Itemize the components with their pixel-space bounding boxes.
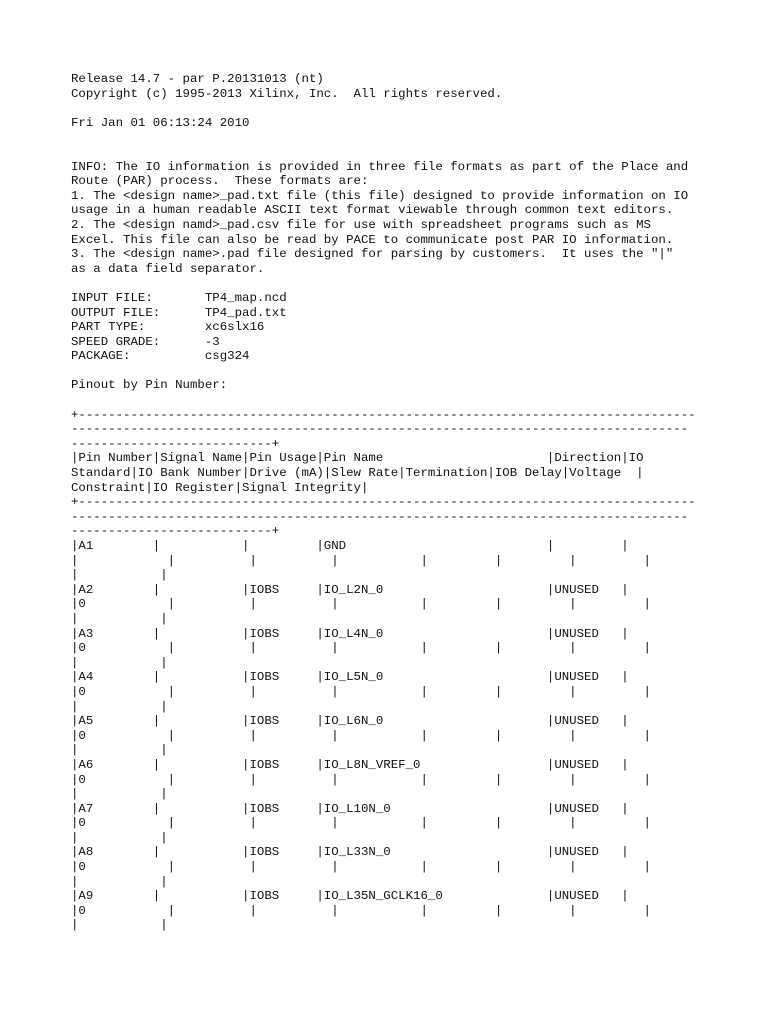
report-line: |Pin Number|Signal Name|Pin Usage|Pin Name |Direction|IO bbox=[71, 451, 644, 466]
report-line: |A5 | |IOBS |IO_L6N_0 |UNUSED | bbox=[71, 714, 629, 729]
report-line: |A1 | | |GND | | bbox=[71, 539, 629, 553]
report-line: 3. The <design name>.pad file designed for parsing by customers. It uses the "|" bbox=[71, 247, 674, 262]
report-line: INPUT FILE: TP4_map.ncd bbox=[71, 290, 287, 305]
report-line: ---------------------------+ bbox=[71, 436, 280, 451]
report-line bbox=[71, 276, 696, 291]
report-line: 2. The <design namd>_pad.csv file for use with spreadsheet programs such as MS bbox=[71, 217, 651, 232]
report-line: |A3 | |IOBS |IO_L4N_0 |UNUSED | bbox=[71, 626, 629, 641]
report-line: Fri Jan 01 06:13:24 2010 bbox=[71, 115, 250, 130]
report-line: |0 | | | | | | | bbox=[71, 728, 651, 743]
report-line: | | bbox=[71, 699, 168, 714]
report-line: |A2 | |IOBS |IO_L2N_0 |UNUSED | bbox=[71, 582, 629, 597]
report-line bbox=[71, 145, 696, 160]
report-line bbox=[71, 393, 696, 408]
report-line: ---------------------------+ bbox=[71, 524, 280, 539]
report-line: Copyright (c) 1995-2013 Xilinx, Inc. All rights reserved. bbox=[71, 86, 503, 101]
report-line: usage in a human readable ASCII text format viewable through common text editors. bbox=[71, 203, 674, 218]
report-line bbox=[71, 101, 696, 116]
report-line: PACKAGE: csg324 bbox=[71, 349, 250, 364]
report-line: OUTPUT FILE: TP4_pad.txt bbox=[71, 305, 287, 320]
pad-report-text bbox=[71, 72, 696, 933]
report-line: Route (PAR) process. These formats are: bbox=[71, 174, 369, 189]
report-line: |A6 | |IOBS |IO_L8N_VREF_0 |UNUSED | bbox=[71, 757, 629, 772]
report-line: | | bbox=[71, 568, 168, 583]
report-line: | | bbox=[71, 918, 168, 933]
report-line: | | bbox=[71, 743, 168, 758]
report-line: | | | | | | | | bbox=[71, 553, 651, 568]
report-line: |0 | | | | | | | bbox=[71, 816, 651, 831]
report-line: SPEED GRADE: -3 bbox=[71, 334, 220, 349]
report-line: PART TYPE: xc6slx16 bbox=[71, 320, 265, 335]
report-line: Standard|IO Bank Number|Drive (mA)|Slew Rate|Termination|IOB Delay|Voltage | bbox=[71, 466, 644, 481]
report-line: Constraint|IO Register|Signal Integrity| bbox=[71, 480, 369, 495]
report-line: | | bbox=[71, 655, 168, 670]
report-line: |0 | | | | | | | bbox=[71, 772, 651, 787]
report-line: | | bbox=[71, 830, 168, 845]
report-line: +----------------------------------------------------------------------------------- bbox=[71, 495, 696, 510]
report-line: | | bbox=[71, 611, 168, 626]
report-line: |A8 | |IOBS |IO_L33N_0 |UNUSED | bbox=[71, 845, 629, 860]
report-line: as a data field separator. bbox=[71, 261, 265, 276]
report-line: |0 | | | | | | | bbox=[71, 684, 651, 699]
report-line: |0 | | | | | | | bbox=[71, 860, 651, 875]
report-line: | | bbox=[71, 787, 168, 802]
report-line: Release 14.7 - par P.20131013 (nt) bbox=[71, 72, 324, 86]
report-line: Pinout by Pin Number: bbox=[71, 378, 228, 393]
report-line: ----------------------------------------------------------------------------------- bbox=[71, 509, 689, 524]
report-line: | | bbox=[71, 874, 168, 889]
report-line bbox=[71, 130, 696, 145]
report-line: ----------------------------------------------------------------------------------- bbox=[71, 422, 689, 437]
report-line: +----------------------------------------------------------------------------------- bbox=[71, 407, 696, 422]
report-line: |A7 | |IOBS |IO_L10N_0 |UNUSED | bbox=[71, 801, 629, 816]
report-line: |0 | | | | | | | bbox=[71, 597, 651, 612]
report-line: Excel. This file can also be read by PACE to communicate post PAR IO information. bbox=[71, 232, 674, 247]
report-line: INFO: The IO information is provided in three file formats as part of the Place and bbox=[71, 159, 689, 174]
report-line: |A9 | |IOBS |IO_L35N_GCLK16_0 |UNUSED | bbox=[71, 889, 629, 904]
report-line: |0 | | | | | | | bbox=[71, 903, 651, 918]
report-line: |0 | | | | | | | bbox=[71, 641, 651, 656]
report-line bbox=[71, 364, 696, 379]
report-line: 1. The <design name>_pad.txt file (this file) designed to provide information on IO bbox=[71, 188, 689, 203]
report-line: |A4 | |IOBS |IO_L5N_0 |UNUSED | bbox=[71, 670, 629, 685]
